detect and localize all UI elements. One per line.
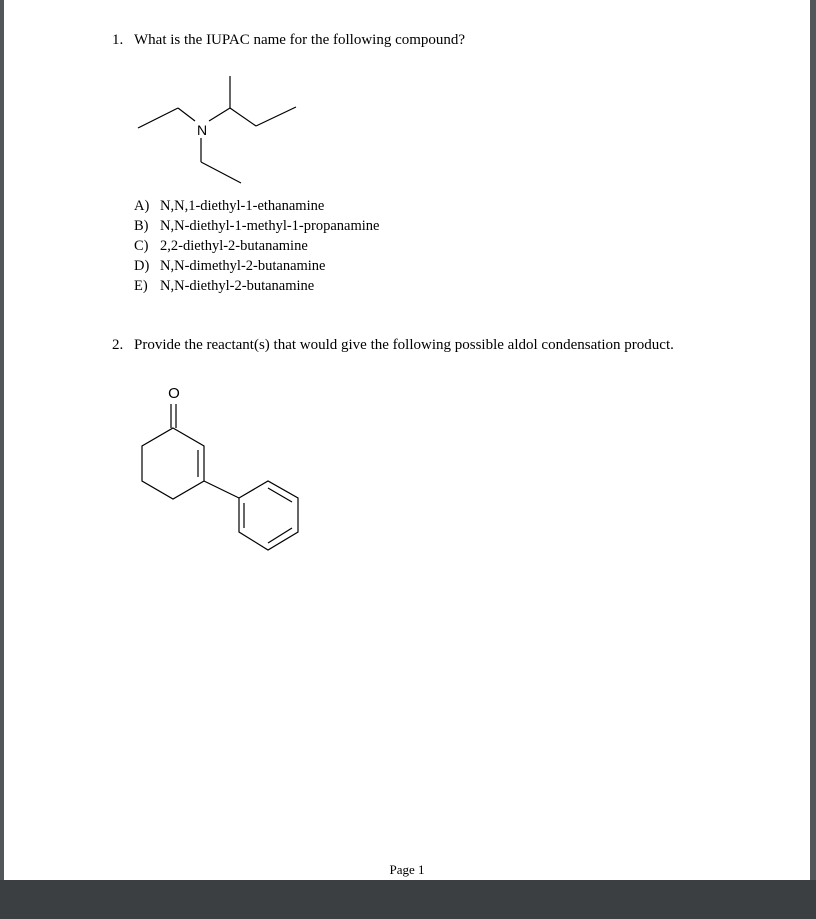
answer-options [134,196,379,296]
question-2 [112,337,674,354]
enone-structure [142,404,298,550]
amine-structure [138,76,296,183]
question-1-number: 1. [112,32,124,48]
option-b: B) N,N-diethyl-1-methyl-1-propanamine [134,218,380,234]
option-d: D) N,N-dimethyl-2-butanamine [134,258,326,274]
question-1-text: What is the IUPAC name for the following compound? [134,32,466,48]
nitrogen-atom-label: N [196,122,208,138]
viewer-bottom-bar [0,880,816,919]
oxygen-atom-label: O [168,385,180,402]
page-footer: Page 1 [389,862,425,877]
question-2-number: 2. [112,337,124,353]
option-a: A) N,N,1-diethyl-1-ethanamine [134,198,325,214]
option-e: E) N,N-diethyl-2-butanamine [134,278,315,294]
document-page [4,0,810,880]
question-2-text: Provide the reactant(s) that would give the following possible aldol condensation product. [134,337,674,353]
option-c: C) 2,2-diethyl-2-butanamine [134,238,308,254]
structures-canvas [4,0,810,880]
